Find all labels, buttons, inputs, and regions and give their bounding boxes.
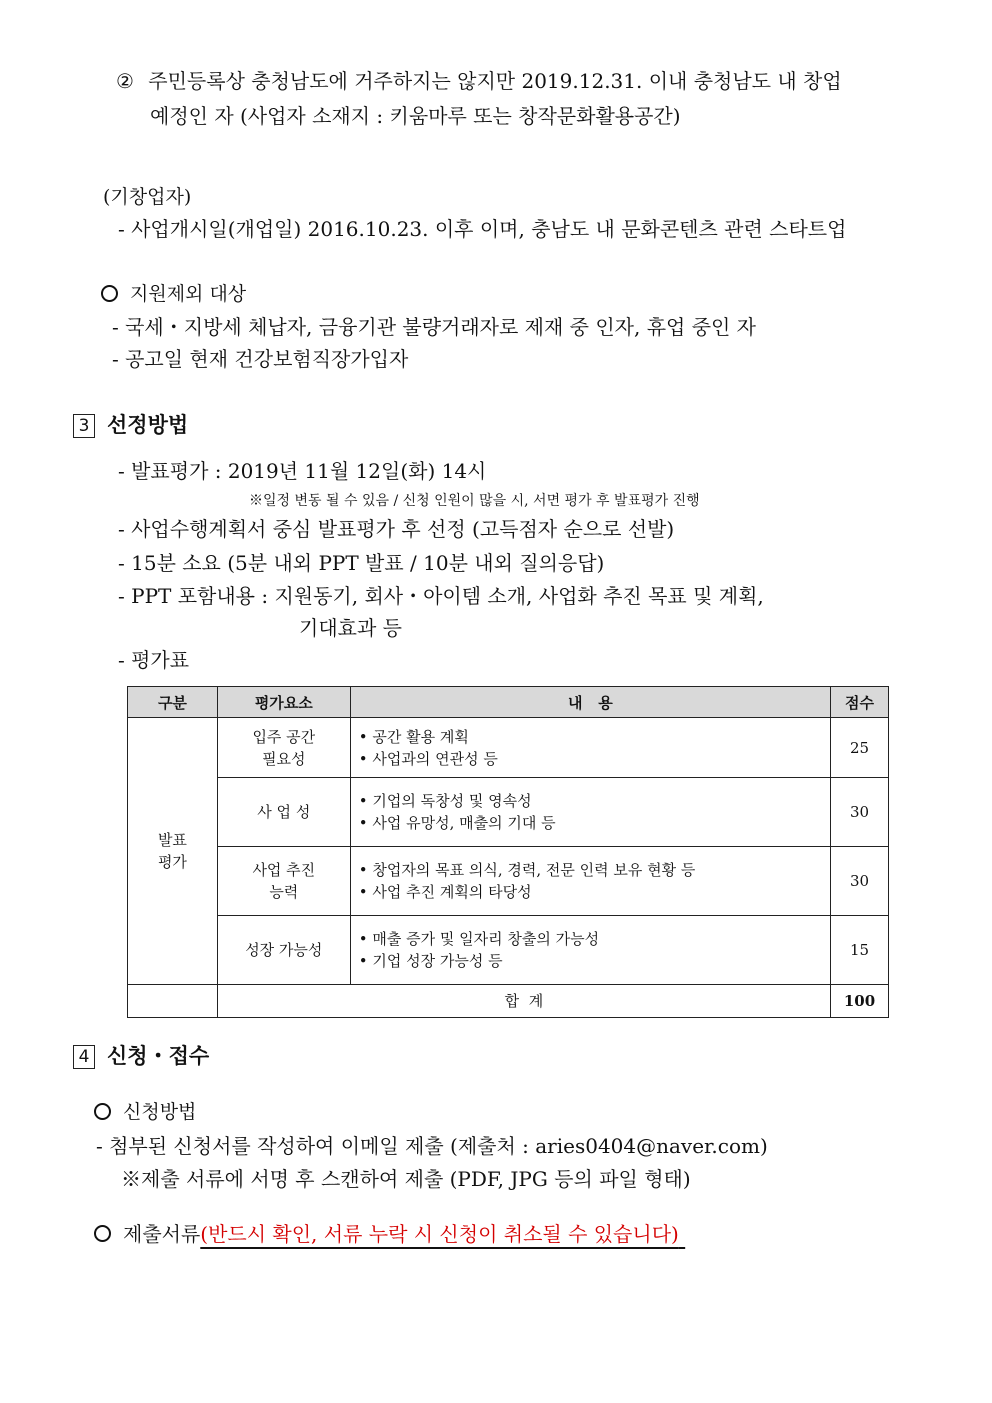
hollow-circle-bullet-icon — [101, 285, 118, 302]
required-documents-warning: (반드시 확인, 서류 누락 시 신청이 취소될 수 있습니다) — [200, 1222, 679, 1246]
content-cell — [350, 847, 830, 916]
total-label: 합 계 — [217, 985, 830, 1018]
duration-info: - 15분 소요 (5분 내외 PPT 발표 / 10분 내외 질의응답) — [118, 551, 605, 575]
content-cell — [350, 718, 830, 778]
circled-number-2: ② — [116, 69, 134, 93]
underline-tail — [679, 1219, 689, 1249]
empty-cell — [128, 985, 218, 1018]
hollow-circle-bullet-icon — [94, 1225, 111, 1242]
table-row — [128, 916, 889, 985]
list-item: • 사업 유망성, 매출의 기대 등 — [359, 812, 822, 834]
score-cell: 15 — [831, 916, 889, 985]
section-3-title: 선정방법 — [107, 413, 189, 437]
existing-startup-criteria: - 사업개시일(개업일) 2016.10.23. 이후 이며, 충남도 내 문화콘텐츠 관련 스타트업 — [118, 217, 847, 241]
list-item: • 기업의 독창성 및 영속성 — [359, 790, 822, 812]
element-cell: 사업 추진 능력 — [217, 847, 350, 916]
eval-table-label: - 평가표 — [118, 648, 190, 672]
table-header-row — [128, 687, 889, 718]
list-item: • 사업 추진 계획의 타당성 — [359, 881, 822, 903]
exclusion-heading-text: 지원제외 대상 — [130, 283, 247, 305]
hollow-circle-bullet-icon — [94, 1103, 111, 1120]
submission-note: ※제출 서류에 서명 후 스캔하여 제출 (PDF, JPG 등의 파일 형태) — [121, 1167, 691, 1191]
ppt-contents-cont: 기대효과 등 — [299, 616, 402, 640]
score-cell: 30 — [831, 778, 889, 847]
exclusion-item: - 국세・지방세 체납자, 금융기관 불량거래자로 제재 중 인자, 휴업 중인 자 — [112, 315, 757, 339]
item-2-line2: 예정인 자 (사업자 소재지 : 키움마루 또는 창작문화활용공간) — [150, 104, 681, 128]
col-header-score: 점수 — [831, 687, 889, 718]
total-score: 100 — [831, 985, 889, 1018]
item-2-line1 — [116, 66, 842, 96]
element-cell: 성장 가능성 — [217, 916, 350, 985]
required-documents-label: 제출서류 — [123, 1222, 201, 1246]
application-method-text: 신청방법 — [123, 1101, 197, 1123]
table-row — [128, 718, 889, 778]
section-4-title: 신청・접수 — [107, 1044, 210, 1068]
schedule-note: ※일정 변동 될 수 있음 / 신청 인원이 많을 시, 서면 평가 후 발표평가 진행 — [249, 493, 700, 509]
table-row — [128, 778, 889, 847]
section-number-box: 3 — [73, 414, 95, 438]
element-cell: 사 업 성 — [217, 778, 350, 847]
application-method-heading — [94, 1098, 196, 1126]
content-cell — [350, 916, 830, 985]
item-2-text: 주민등록상 충청남도에 거주하지는 않지만 2019.12.31. 이내 충청남도 내 창업 — [148, 69, 842, 93]
presentation-schedule: - 발표평가 : 2019년 11월 12일(화) 14시 — [118, 459, 487, 483]
section-number-box: 4 — [73, 1045, 95, 1069]
ppt-contents: - PPT 포함내용 : 지원동기, 회사・아이템 소개, 사업화 추진 목표 및 계획, — [118, 584, 764, 608]
col-header-content: 내 용 — [350, 687, 830, 718]
table-row — [128, 847, 889, 916]
category-cell: 발표 평가 — [128, 718, 218, 985]
list-item: • 매출 증가 및 일자리 창출의 가능성 — [359, 928, 822, 950]
score-cell: 30 — [831, 847, 889, 916]
list-item: • 창업자의 목표 의식, 경력, 전문 인력 보유 현황 등 — [359, 859, 822, 881]
content-cell — [350, 778, 830, 847]
selection-criteria: - 사업수행계획서 중심 발표평가 후 선정 (고득점자 순으로 선발) — [118, 517, 675, 541]
element-cell: 입주 공간 필요성 — [217, 718, 350, 778]
score-cell: 25 — [831, 718, 889, 778]
required-documents-heading — [94, 1219, 689, 1249]
col-header-element: 평가요소 — [217, 687, 350, 718]
exclusion-item: - 공고일 현재 건강보험직장가입자 — [112, 347, 409, 371]
col-header-category: 구분 — [128, 687, 218, 718]
list-item: • 기업 성장 가능성 등 — [359, 950, 822, 972]
exclusion-heading — [101, 280, 246, 308]
existing-startup-heading: (기창업자) — [103, 186, 192, 208]
table-total-row — [128, 985, 889, 1018]
evaluation-table — [127, 686, 889, 1018]
section-3-heading — [73, 410, 188, 440]
list-item: • 사업과의 연관성 등 — [359, 748, 822, 770]
application-method-detail: - 첨부된 신청서를 작성하여 이메일 제출 (제출처 : aries0404@naver.com) — [96, 1134, 768, 1158]
section-4-heading — [73, 1041, 209, 1071]
list-item: • 공간 활용 계획 — [359, 726, 822, 748]
